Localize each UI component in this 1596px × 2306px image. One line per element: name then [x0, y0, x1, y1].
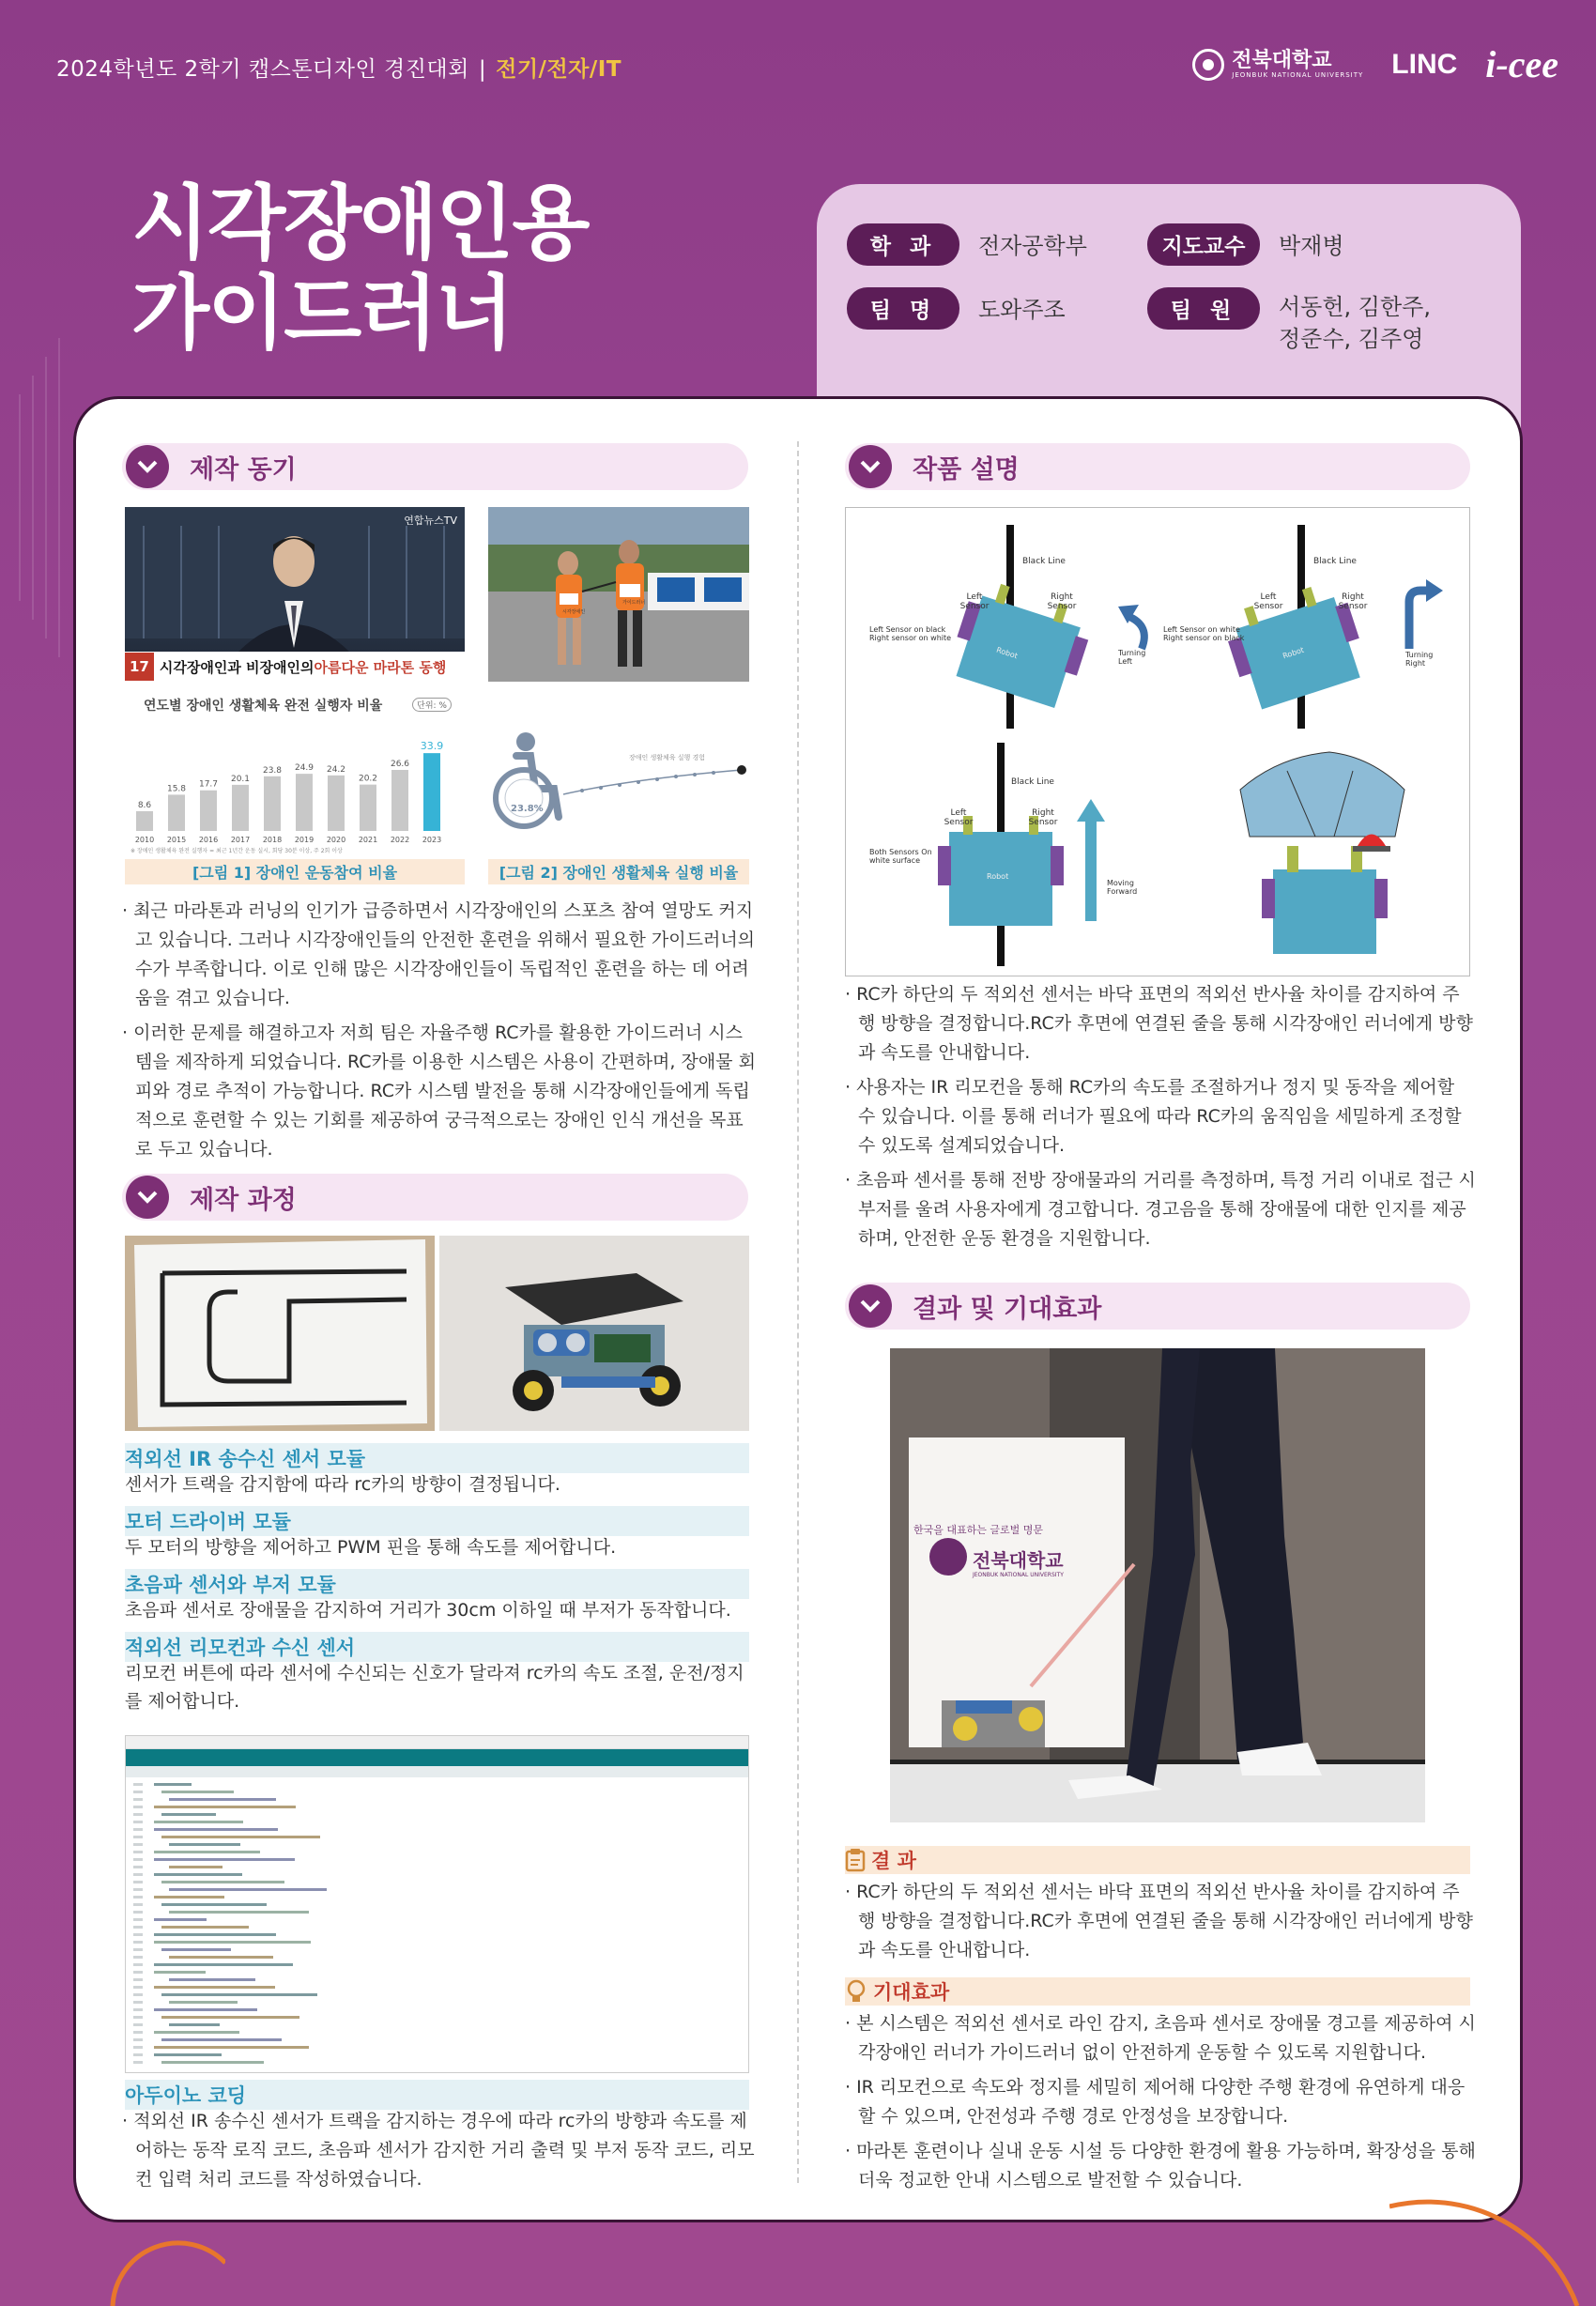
- category-tick-label: 2015: [166, 836, 187, 844]
- category-tick-label: 2018: [262, 836, 283, 844]
- bar-value-label: 15.8: [166, 784, 187, 794]
- module-text: 두 모터의 방향을 제어하고 PWM 핀을 통해 속도를 제어합니다.: [125, 1537, 617, 1558]
- chart2-circle-value: 23.8%: [511, 804, 544, 814]
- module-title: 적외선 리모컨과 수신 센서: [125, 1632, 749, 1662]
- bar-value-label: 17.7: [198, 779, 219, 790]
- diagram-label: Right Sensor: [1338, 592, 1368, 611]
- section-header-motivation: [122, 443, 748, 490]
- logo-bar: [1192, 42, 1558, 86]
- arduino-code-screenshot: [125, 1735, 749, 2073]
- module-title: 초음파 센서와 부저 모듈: [125, 1569, 749, 1599]
- clipboard-icon: [845, 1848, 866, 1872]
- bar-value-label: 24.2: [326, 764, 346, 775]
- jbnu-name: 전북대학교: [1232, 48, 1332, 72]
- bar-2015: [168, 794, 185, 831]
- figure-1-caption: [그림 1] 장애인 운동참여 비율: [125, 859, 465, 884]
- bar-2019: [296, 774, 313, 831]
- figure-2-caption: [그림 2] 장애인 생활체육 실행 비율: [488, 859, 749, 884]
- category-tick-label: 2017: [230, 836, 251, 844]
- bar-value-label: 20.1: [230, 774, 251, 784]
- section-title: 작품 설명: [913, 454, 1020, 484]
- paragraph: · 본 시스템은 적외선 센서로 라인 감지, 초음파 센서로 장애물 경고를 제공하여 시각장애인 러너가 가이드러너 없이 안전하게 운동할 수 있도록 지원합니다.: [845, 2013, 1476, 2063]
- jbnu-logo: [1192, 49, 1363, 81]
- sign-text: 전북대학교: [973, 1549, 1064, 1572]
- bar-chart-svg: [125, 716, 465, 857]
- paragraph: · 초음파 센서를 통해 전방 장애물과의 거리를 측정하며, 특정 거리 이내로 접근 시 부저를 울려 사용자에게 경고합니다. 경고음을 통해 장애물에 대한 인지를 제공하며, 안전한 운동 환경을 지원합니다.: [845, 1170, 1476, 1249]
- bar-value-label: 8.6: [137, 800, 152, 810]
- section-header-process: [122, 1174, 748, 1221]
- module-text: 리모컨 버튼에 따라 센서에 수신되는 신호가 달라져 rc카의 속도 조절, 운전/정지를 제어합니다.: [125, 1663, 744, 1712]
- diagram-label: Moving Forward: [1107, 879, 1138, 896]
- decor-line: [19, 394, 21, 601]
- paragraph: · 적외선 IR 송수신 센서가 트랙을 감지하는 경우에 따라 rc카의 방향과 속도를 제어하는 동작 로직 코드, 초음파 센서가 감지한 거리 출력 및 부저 동작 코드, 리모컨 입력 처리 코드를 작성하였습니다.: [122, 2111, 755, 2190]
- section-title: 제작 과정: [190, 1185, 297, 1215]
- header-separator: |: [478, 57, 487, 82]
- prof-row: [1147, 223, 1344, 266]
- linc-logo: LINC: [1391, 48, 1458, 80]
- bar-value-label: 33.9: [420, 740, 444, 753]
- decor-line: [45, 357, 47, 638]
- diagram-label: Left Sensor: [959, 592, 990, 611]
- chevron-down-icon: [126, 1176, 169, 1219]
- bar-2018: [264, 776, 281, 831]
- icee-logo: i-cee: [1485, 43, 1558, 85]
- title-line-2: 가이드러너: [131, 267, 513, 361]
- diagram-label: Turning Right: [1405, 651, 1434, 668]
- diagram-label: Turning Left: [1118, 649, 1146, 666]
- prof-label: 지도교수: [1147, 223, 1260, 266]
- diagram-label: Black Line: [1022, 557, 1066, 566]
- section-header-description: [845, 443, 1470, 490]
- diagram-label: Both Sensors On white surface: [869, 848, 932, 865]
- bar-value-label: 23.8: [262, 765, 283, 776]
- category-tick-label: 2016: [198, 836, 219, 844]
- column-divider: [797, 441, 799, 2183]
- paragraph: · IR 리모컨으로 속도와 정지를 세밀히 제어해 다양한 주행 환경에 유연하게 대응할 수 있으며, 안전성과 주행 경로 안정성을 보장합니다.: [845, 2077, 1466, 2127]
- bar-2020: [328, 776, 345, 831]
- bar-2016: [200, 791, 217, 831]
- category-tick-label: 2021: [358, 836, 378, 844]
- event-header: [56, 52, 622, 83]
- module-text: 센서가 트랙을 감지함에 따라 rc카의 방향이 결정됩니다.: [125, 1474, 560, 1495]
- decor-arc: [1389, 2188, 1596, 2306]
- section-header-results: [845, 1283, 1470, 1330]
- university-seal-icon: [1192, 49, 1224, 81]
- diagram-label: Left Sensor on black Right sensor on white: [869, 625, 952, 642]
- bib-text: 시각장애인: [562, 609, 586, 615]
- paragraph: · RC카 하단의 두 적외선 센서는 바닥 표면의 적외선 반사율 차이를 감지하여 주행 방향을 결정합니다.RC카 후면에 연결된 줄을 통해 시각장애인 러너에게 방향과 속도를 안내합니다.: [845, 984, 1473, 1063]
- lightbulb-icon: [845, 1979, 867, 2004]
- effect-text: [845, 2009, 1476, 2201]
- team-label: 팀 명: [847, 287, 959, 330]
- participation-chart: [125, 690, 465, 859]
- chart-note: ※ 장애인 생활체육 완전 실행자 = 최근 1년간 운동 실시, 회당 30분 이상, 주 2회 이상: [130, 848, 343, 854]
- chart-title: 연도별 장애인 생활체육 완전 실행자 비율: [144, 699, 383, 714]
- marathon-photo: [488, 507, 749, 682]
- diagram-label: Robot: [1281, 645, 1306, 661]
- diagram-label: Robot: [995, 645, 1020, 661]
- bar-2023: [423, 753, 440, 831]
- event-category: 전기/전자/IT: [496, 57, 622, 82]
- section-title: 제작 동기: [190, 454, 297, 484]
- diagram-label: Left Sensor: [1253, 592, 1283, 611]
- bar-2022: [391, 770, 408, 831]
- members-line-2: 정준수, 김주영: [1279, 326, 1424, 352]
- news-number: 17: [125, 653, 154, 681]
- paragraph: · 마라톤 훈련이나 실내 운동 시설 등 다양한 환경에 활용 가능하며, 확장성을 통해 더욱 정교한 안내 시스템으로 발전할 수 있습니다.: [845, 2141, 1476, 2191]
- diagram-label: Left Sensor on white Right sensor on black: [1163, 625, 1245, 642]
- news-caption-b: 아름다운 마라톤 동행: [314, 658, 447, 676]
- members-row: [1147, 287, 1431, 355]
- effect-title: 기대효과: [873, 1981, 950, 2004]
- diagram-label: Right Sensor: [1028, 808, 1058, 827]
- team-info-box: [817, 184, 1521, 428]
- bar-2021: [360, 785, 376, 831]
- jbnu-name-en: JEONBUK NATIONAL UNIVERSITY: [1232, 70, 1364, 79]
- module-title: 적외선 IR 송수신 센서 모듈: [125, 1443, 749, 1473]
- motivation-text: [122, 897, 756, 1170]
- category-tick-label: 2020: [326, 836, 346, 844]
- line-following-diagram: [845, 507, 1470, 976]
- rc-car-photo: [439, 1236, 749, 1431]
- category-tick-label: 2022: [390, 836, 410, 844]
- decor-arc: [94, 2206, 225, 2306]
- diagram-label: Black Line: [1011, 777, 1054, 787]
- prof-value: 박재병: [1279, 233, 1344, 259]
- bar-value-label: 24.9: [294, 763, 315, 774]
- bib-text: 가이드러너: [622, 600, 646, 606]
- result-text: [845, 1878, 1476, 1971]
- event-name: 2024학년도 2학기 캡스톤디자인 경진대회: [56, 57, 469, 82]
- section-title: 결과 및 기대효과: [913, 1294, 1102, 1324]
- effect-subheader: [845, 1977, 1470, 2006]
- bar-2010: [136, 811, 153, 831]
- module-title: 모터 드라이버 모듈: [125, 1506, 749, 1536]
- paragraph: · 이러한 문제를 해결하고자 저희 팀은 자율주행 RC카를 활용한 가이드러너 시스템을 제작하게 되었습니다. RC카를 이용한 시스템은 사용이 간편하며, 장애물 회피와 경로 추적이 가능합니다. RC카 시스템 발전을 통해 시각장애인들에게 독립적으로 훈련할 수 있는 기회를 제공하여 궁극적으로는 장애인 인식 개선을 목표로 두고 있습니다.: [122, 1022, 756, 1160]
- chevron-down-icon: [126, 445, 169, 488]
- diagram-label: Black Line: [1313, 557, 1357, 566]
- sign-text: 한국을 대표하는 글로벌 명문: [913, 1524, 1044, 1536]
- bar-2017: [232, 785, 249, 831]
- category-tick-label: 2010: [134, 836, 155, 844]
- bar-value-label: 20.2: [358, 774, 378, 784]
- team-value: 도와주조: [978, 297, 1066, 323]
- exercise-rate-figure: [488, 714, 749, 854]
- track-photo: [125, 1236, 435, 1431]
- paragraph: · RC카 하단의 두 적외선 센서는 바닥 표면의 적외선 반사율 차이를 감지하여 주행 방향을 결정합니다.RC카 후면에 연결된 줄을 통해 시각장애인 러너에게 방향과 속도를 안내합니다.: [845, 1882, 1473, 1960]
- coding-text: [122, 2107, 756, 2200]
- dept-label: 학 과: [847, 223, 959, 266]
- diagram-label: Left Sensor: [944, 808, 974, 827]
- news-caption-a: 시각장애인과 비장애인의: [159, 658, 315, 676]
- paragraph: · 최근 마라톤과 러닝의 인기가 급증하면서 시각장애인의 스포츠 참여 열망도 커지고 있습니다. 그러나 시각장애인들의 안전한 훈련을 위해서 필요한 가이드러너의 수가 부족합니다. 이로 인해 많은 시각장애인들이 독립적인 훈련을 하는 데 어려움을 겪고 있습니다.: [122, 900, 756, 1008]
- members-line-1: 서동헌, 김한주,: [1279, 294, 1431, 320]
- description-text: [845, 980, 1476, 1259]
- sign-text: JEONBUK NATIONAL UNIVERSITY: [973, 1572, 1064, 1578]
- poster-title: [131, 178, 588, 360]
- chart2-label: 장애인 생활체육 실행 경험: [629, 754, 706, 761]
- chart-unit: 단위: %: [412, 698, 452, 712]
- news-caption-bar: [125, 652, 465, 682]
- result-title: 결 과: [871, 1850, 916, 1872]
- category-tick-label: 2019: [294, 836, 315, 844]
- wheelchair-chart: [488, 714, 749, 854]
- category-tick-label: 2023: [422, 836, 442, 844]
- paragraph: · 사용자는 IR 리모컨을 통해 RC카의 속도를 조절하거나 정지 및 동작을 제어할 수 있습니다. 이를 통해 러너가 필요에 따라 RC카의 움직임을 세밀하게 조정할 수 있도록 설계되었습니다.: [845, 1077, 1462, 1156]
- result-subheader: [845, 1846, 1470, 1874]
- decor-line: [58, 338, 60, 657]
- diagram-label: Right Sensor: [1047, 592, 1077, 611]
- chevron-down-icon: [849, 1284, 892, 1328]
- chevron-down-icon: [849, 445, 892, 488]
- dept-value: 전자공학부: [978, 233, 1087, 259]
- result-photo: [890, 1348, 1425, 1822]
- members-label: 팀 원: [1147, 287, 1260, 330]
- members-value: [1279, 287, 1431, 355]
- team-row: [847, 287, 1066, 330]
- news-photo: [125, 507, 465, 682]
- coding-title: 아두이노 코딩: [125, 2080, 749, 2110]
- bar-value-label: 26.6: [390, 759, 410, 769]
- dept-row: [847, 223, 1087, 266]
- diagram-label: Robot: [987, 872, 1009, 881]
- title-line-1: 시각장애인용: [131, 177, 589, 270]
- decor-line: [32, 376, 34, 620]
- module-text: 초음파 센서로 장애물을 감지하여 거리가 30cm 이하일 때 부저가 동작합니다.: [125, 1600, 731, 1621]
- news-channel-logo: 연합뉴스TV: [404, 515, 457, 527]
